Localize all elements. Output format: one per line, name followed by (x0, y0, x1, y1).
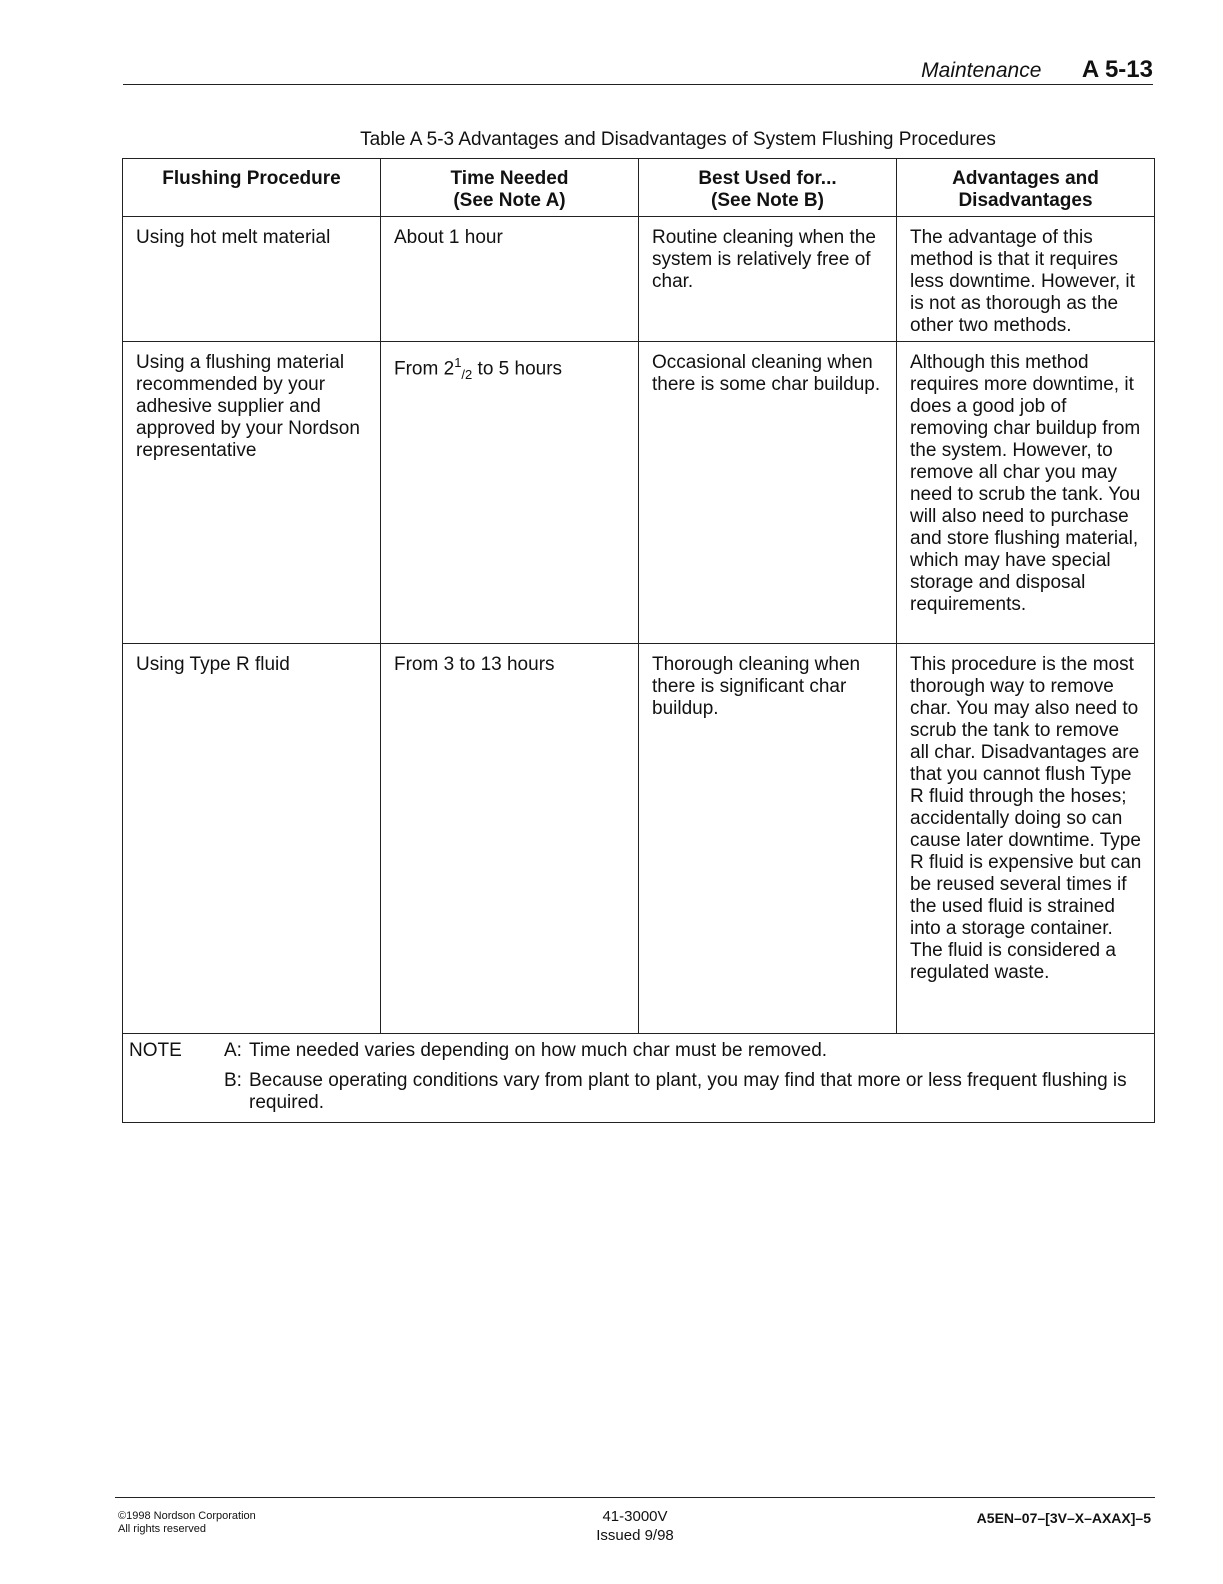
procedure-cell: Using hot melt material (123, 217, 381, 342)
column-header-line: (See Note A) (453, 190, 566, 211)
notes-row (123, 1034, 1155, 1123)
time-text: From 2 (394, 358, 455, 380)
column-header-procedure (123, 159, 381, 217)
advantages-cell: Although this method requires more downtime, it does a good job of removing char buildup from the system. However, to remove all char you may need to scrub the tank. You will also need to purchase and store flushing material, which may have special storage and disposal requirements. (897, 342, 1155, 644)
note-label: NOTE (129, 1040, 182, 1061)
column-header-time (381, 159, 639, 217)
column-header-line: Best Used for... (698, 168, 837, 189)
column-header-line: Advantages and (952, 168, 1099, 189)
page-footer (115, 1497, 1155, 1558)
note-letter-b: B: (224, 1070, 242, 1091)
time-cell (381, 644, 639, 1034)
time-cell (381, 217, 639, 342)
copyright-text: ©1998 Nordson Corporation (118, 1510, 256, 1522)
footer-code: A5EN–07–[3V–X–AXAX]–5 (976, 1510, 1151, 1526)
section-title: Maintenance (921, 59, 1042, 82)
note-a (129, 1040, 1148, 1062)
table-header-row (123, 159, 1155, 217)
advantages-cell: The advantage of this method is that it requires less downtime. However, it is not as thorough as the other two methods. (897, 217, 1155, 342)
table-row (123, 644, 1155, 1034)
note-text-a: Time needed varies depending on how much char must be removed. (249, 1040, 828, 1061)
note-text-b: Because operating conditions vary from plant to plant, you may find that more or less frequent flushing is required. (249, 1070, 1127, 1113)
time-fraction-denominator: /2 (461, 367, 473, 383)
table-title: Table A 5-3 Advantages and Disadvantages of System Flushing Procedures (360, 129, 996, 150)
table-row (123, 217, 1155, 342)
page-number: A 5-13 (1081, 56, 1153, 83)
footer-doc-info (575, 1507, 695, 1545)
time-text: About 1 hour (394, 227, 503, 248)
procedure-cell: Using a flushing material recommended by your adhesive supplier and approved by your Nordson representative (123, 342, 381, 644)
best-used-cell: Thorough cleaning when there is significant char buildup. (639, 644, 897, 1034)
page-header (123, 52, 1153, 85)
rights-text: All rights reserved (118, 1523, 207, 1535)
procedure-cell: Using Type R fluid (123, 644, 381, 1034)
time-cell (381, 342, 639, 644)
column-header-line: Disadvantages (958, 190, 1093, 211)
column-header-line: Time Needed (450, 168, 569, 189)
time-text: From 3 to 13 hours (394, 654, 555, 675)
column-header-line: (See Note B) (711, 190, 824, 211)
column-header-line: Flushing Procedure (162, 168, 341, 189)
issued-date: Issued 9/98 (596, 1527, 674, 1544)
doc-number: 41-3000V (602, 1508, 668, 1525)
notes-cell (123, 1034, 1155, 1123)
table-row (123, 342, 1155, 644)
time-text-rest: to 5 hours (472, 358, 563, 380)
column-header-advantages (897, 159, 1155, 217)
best-used-cell: Routine cleaning when the system is relatively free of char. (639, 217, 897, 342)
time-fraction-numerator: 1 (454, 355, 462, 370)
note-b (129, 1070, 1148, 1114)
best-used-cell: Occasional cleaning when there is some char buildup. (639, 342, 897, 644)
flushing-procedures-table (122, 158, 1155, 1123)
column-header-best-used (639, 159, 897, 217)
footer-copyright (118, 1510, 256, 1536)
note-letter-a: A: (224, 1040, 242, 1061)
advantages-cell: This procedure is the most thorough way to remove char. You may also need to scrub the tank to remove all char. Disadvantages are that you cannot flush Type R fluid through the hoses; accidentally doing so can cause later downtime. Type R fluid is expensive but can be reused several times if the used fluid is strained into a storage container. The fluid is considered a regulated waste. (897, 644, 1155, 1034)
